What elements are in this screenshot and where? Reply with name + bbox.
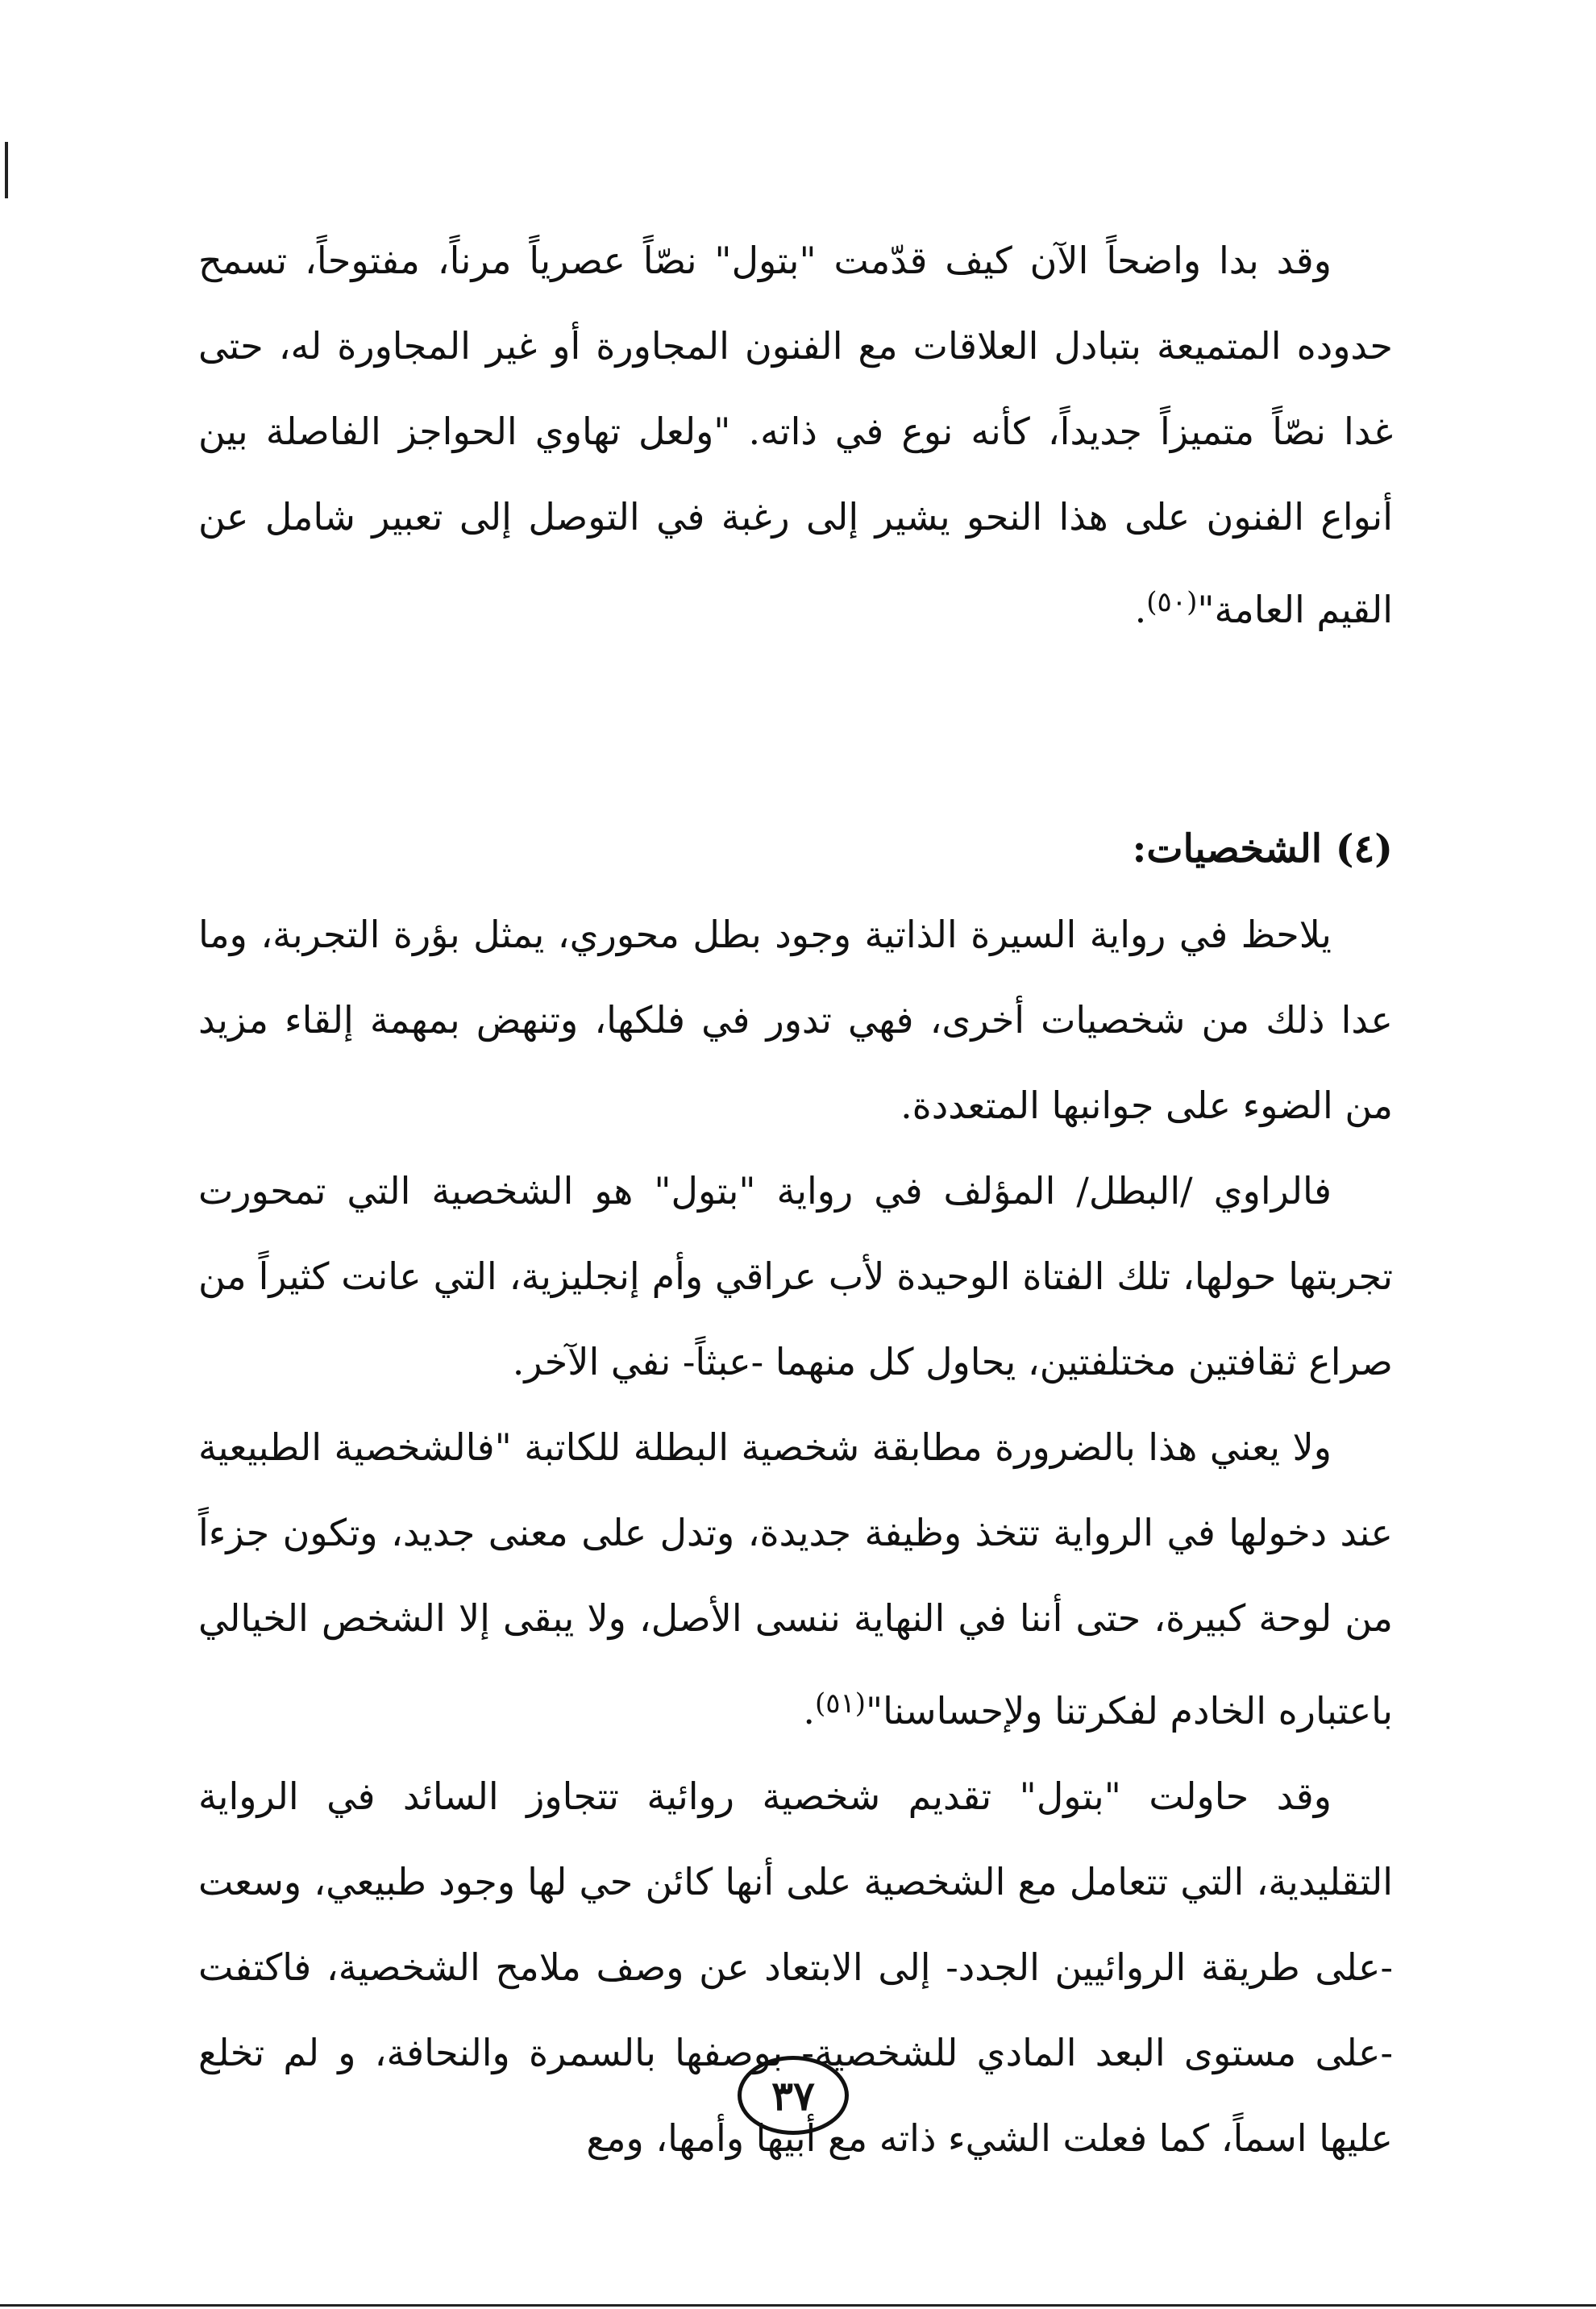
text-block-top — [198, 218, 1393, 652]
scan-margin-mark — [5, 142, 8, 198]
paragraph-narrator: فالراوي /البطل/ المؤلف في رواية "بتول" هو الشخصية التي تمحورت تجربتها حولها، تلك الفتاة الوحيدة لأب عراقي وأم إنجليزية، التي عانت كثيراً من صراع ثقافتين مختلفتين، يحاول كل منهما -عبثاً- نفي الآخر. — [198, 1169, 1393, 1383]
paragraph-character-author: ولا يعني هذا بالضرورة مطابقة شخصية البطلة للكاتبة "فالشخصية الطبيعية عند دخولها في الرواية تتخذ وظيفة جديدة، وتدل على معنى جديد، وتكون جزءاً من لوحة كبيرة، حتى أننا في النهاية ننسى الأصل، ولا يبقى إلا الشخص الخيالي باعتباره الخادم لفكرتنا ولإحساسنا"$^{(٥١)}$. — [198, 1425, 1393, 1733]
footnote-ref-50: (٥٠) — [1146, 586, 1198, 618]
page-number: ٣٧ — [738, 2056, 849, 2135]
paragraph-intro: وقد بدا واضحاً الآن كيف قدّمت "بتول" نصّاً عصرياً مرناً، مفتوحاً، تسمح حدوده المتميعة بتبادل العلاقات مع الفنون المجاورة أو غير المجاورة له، حتى غدا نصّاً متميزاً جديداً، كأنه نوع في ذاته. "ولعل تهاوي الحواجز الفاصلة بين أنواع الفنون على هذا النحو يشير إلى رغبة في التوصل إلى تعبير شامل عن القيم العامة"$^{(٥٠)}$. — [198, 239, 1393, 631]
paragraph-central-hero: يلاحظ في رواية السيرة الذاتية وجود بطل محوري، يمثل بؤرة التجربة، وما عدا ذلك من شخصيات أخرى، فهي تدور في فلكها، وتنهض بمهمة إلقاء مزيد من الضوء على جوانبها المتعددة. — [198, 913, 1393, 1127]
scan-bottom-edge — [0, 2304, 1596, 2307]
footnote-ref-51: (٥١) — [814, 1687, 866, 1720]
paragraph-novel-character: وقد حاولت "بتول" تقديم شخصية روائية تتجاوز السائد في الرواية التقليدية، التي تتعامل مع الشخصية على أنها كائن حي لها وجود طبيعي، وسعت -على طريقة الروائيين الجدد- إلى الابتعاد عن وصف ملامح الشخصية، فاكتفت -على مستوى البعد المادي للشخصية- بوصفها بالسمرة والنحافة، و لم تخلع عليها اسماً، كما فعلت الشيء ذاته مع أبيها وأمها، ومع — [198, 1774, 1393, 2160]
text-block-characters — [198, 806, 1393, 2181]
section-heading: (٤) الشخصيات: — [1132, 826, 1393, 872]
